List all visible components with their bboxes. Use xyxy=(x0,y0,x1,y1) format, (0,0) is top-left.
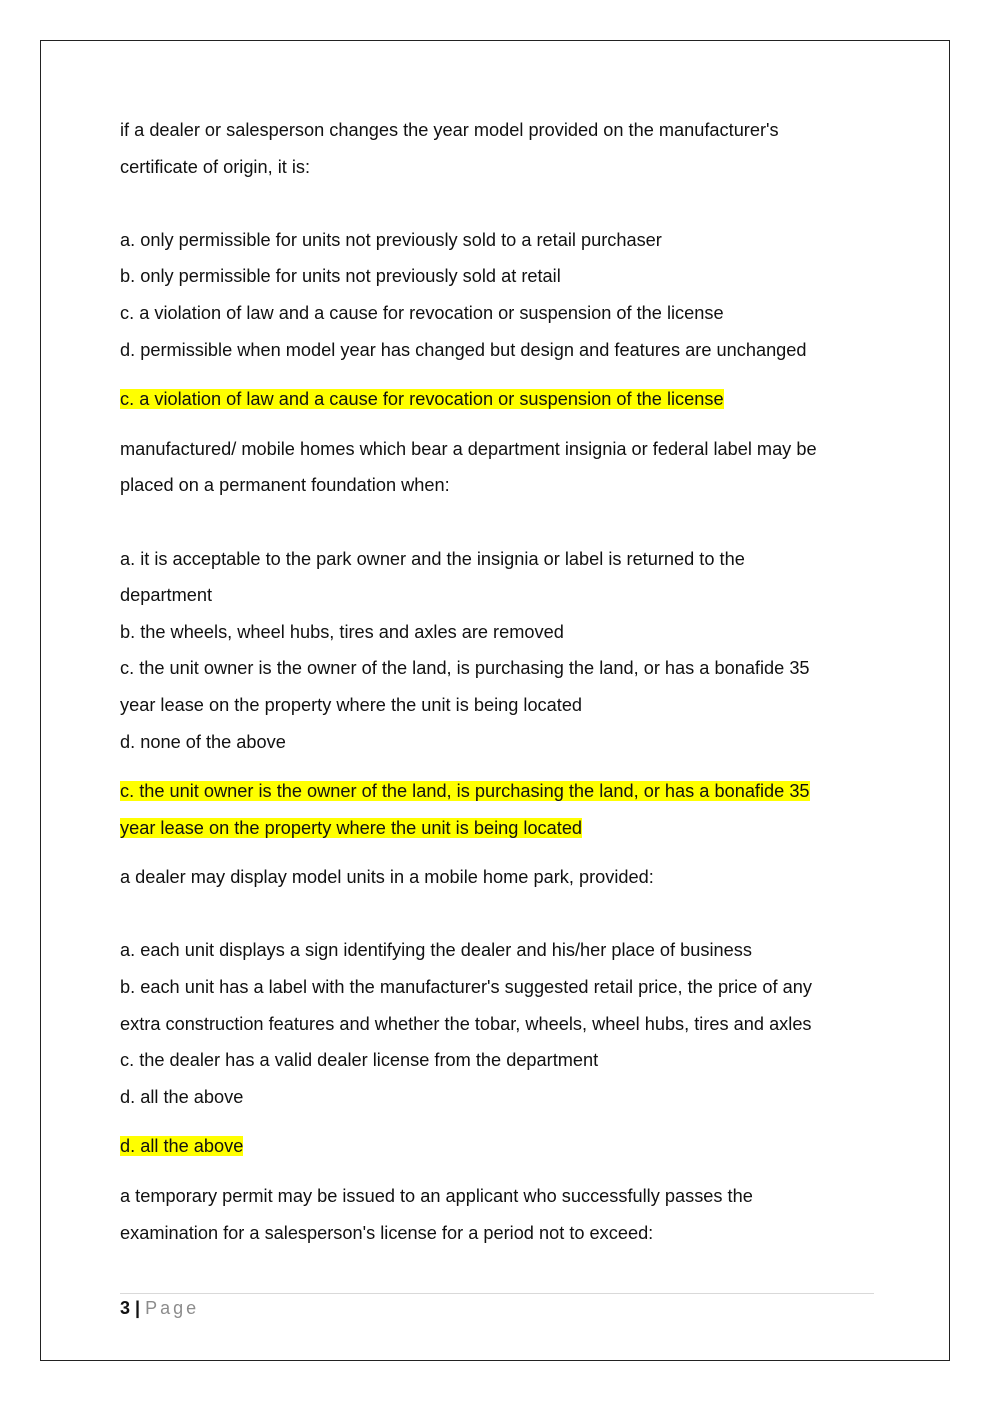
question-4 xyxy=(120,1178,880,1251)
answer-option: c. a violation of law and a cause for revocation or suspension of the license xyxy=(120,302,724,323)
page-number: 3 xyxy=(120,1298,131,1318)
answer-option: c. the dealer has a valid dealer license from the department xyxy=(120,1050,599,1071)
answer-option: a. only permissible for units not previously sold to a retail purchaser xyxy=(120,229,662,250)
answer-option: extra construction features and whether the tobar, wheels, wheel hubs, tires and axles xyxy=(120,1013,812,1034)
page-footer xyxy=(120,1296,199,1320)
question-stem-line: placed on a permanent foundation when: xyxy=(120,475,450,496)
question-stem-line: a dealer may display model units in a mobile home park, provided: xyxy=(120,867,654,888)
answer-option: b. the wheels, wheel hubs, tires and axles are removed xyxy=(120,621,564,642)
answer-option: b. only permissible for units not previously sold at retail xyxy=(120,266,561,287)
document-body xyxy=(120,112,880,1251)
question-stem-line: certificate of origin, it is: xyxy=(120,156,311,177)
question-stem-line: examination for a salesperson's license for a period not to exceed: xyxy=(120,1222,654,1243)
question-stem-line: manufactured/ mobile homes which bear a department insignia or federal label may be xyxy=(120,438,817,459)
highlighted-answer-line: c. a violation of law and a cause for revocation or suspension of the license xyxy=(120,389,724,410)
answer-option: department xyxy=(120,585,213,606)
footer-separator: | xyxy=(135,1298,141,1318)
answer-option: d. none of the above xyxy=(120,731,286,752)
answer-option: a. it is acceptable to the park owner and the insignia or label is returned to the xyxy=(120,548,745,569)
answer-option: a. each unit displays a sign identifying the dealer and his/her place of business xyxy=(120,940,752,961)
footer-divider xyxy=(120,1293,874,1294)
question-3 xyxy=(120,859,880,1165)
highlighted-answer-line: c. the unit owner is the owner of the land, is purchasing the land, or has a bonafide 35 xyxy=(120,781,810,802)
question-1 xyxy=(120,112,880,418)
answer-option: year lease on the property where the unit is being located xyxy=(120,694,583,715)
question-stem-line: if a dealer or salesperson changes the year model provided on the manufacturer's xyxy=(120,120,779,140)
answer-option: b. each unit has a label with the manufacturer's suggested retail price, the price of any xyxy=(120,977,812,998)
highlighted-answer-line: year lease on the property where the unit is being located xyxy=(120,817,583,838)
highlighted-answer-line: d. all the above xyxy=(120,1136,244,1157)
answer-option: d. all the above xyxy=(120,1086,244,1107)
correct-answer xyxy=(120,1128,880,1165)
correct-answer xyxy=(120,773,880,846)
correct-answer xyxy=(120,381,880,418)
answer-option: c. the unit owner is the owner of the land, is purchasing the land, or has a bonafide 35 xyxy=(120,658,810,679)
question-2 xyxy=(120,431,880,847)
answer-option: d. permissible when model year has changed but design and features are unchanged xyxy=(120,339,807,360)
question-stem-line: a temporary permit may be issued to an applicant who successfully passes the xyxy=(120,1186,753,1207)
page-label: Page xyxy=(145,1298,200,1318)
